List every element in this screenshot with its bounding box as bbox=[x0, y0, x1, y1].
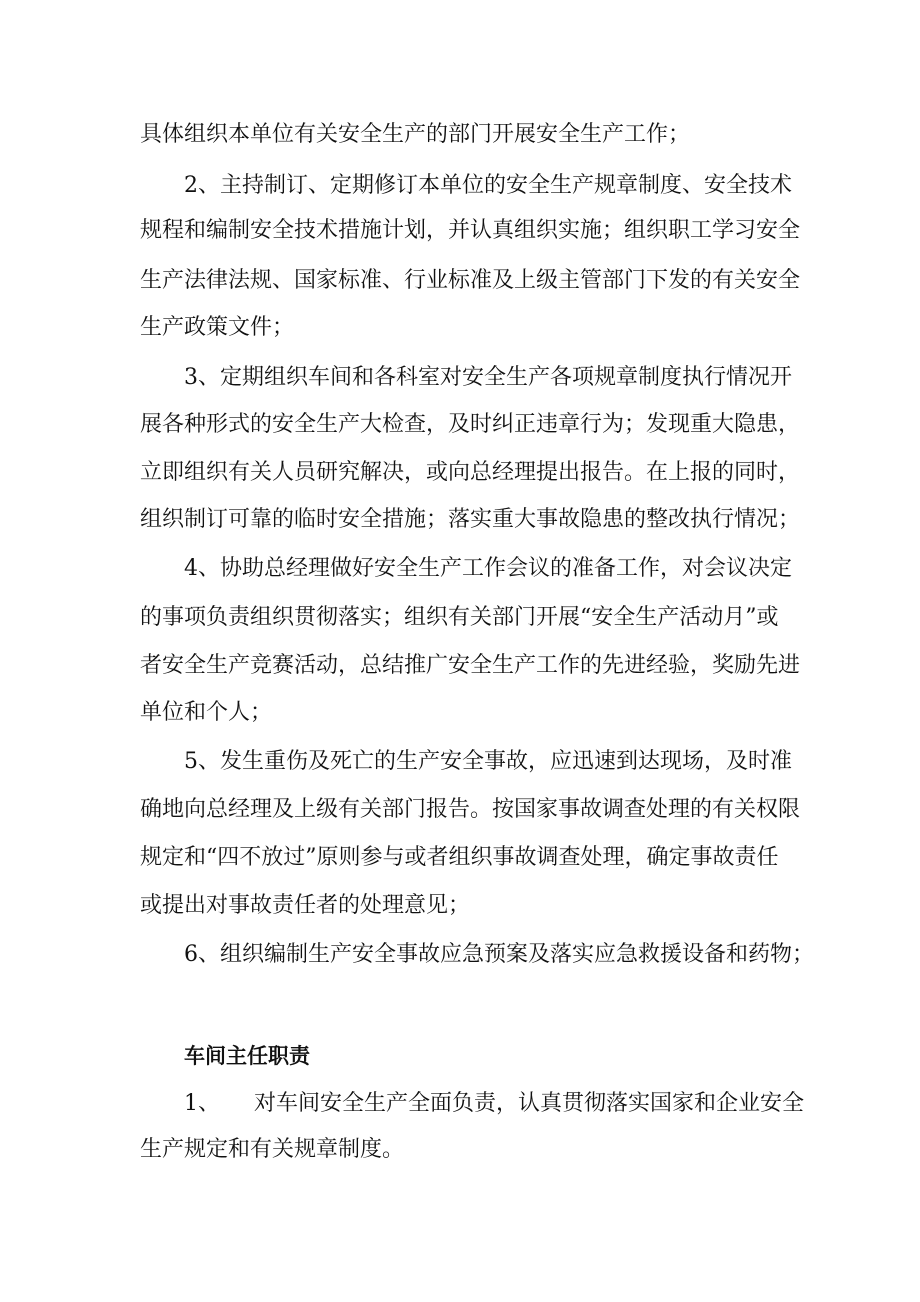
paragraph-line: 4、协助总经理做好安全生产工作会议的准备工作，对会议决定 bbox=[184, 556, 792, 581]
paragraph-line: 确地向总经理及上级有关部门报告。按国家事故调查处理的有关权限 bbox=[140, 797, 801, 822]
paragraph-line: 6、组织编制生产安全事故应急预案及落实应急救援设备和药物； bbox=[184, 942, 814, 967]
paragraph-line: 生产法律法规、国家标准、行业标准及上级主管部门下发的有关安全 bbox=[140, 268, 801, 293]
paragraph-line: 具体组织本单位有关安全生产的部门开展安全生产工作； bbox=[140, 122, 691, 147]
paragraph-line: 立即组织有关人员研究解决，或向总经理提出报告。在上报的同时， bbox=[140, 460, 801, 485]
paragraph-line: 的事项负责组织贯彻落实；组织有关部门开展“安全生产活动月”或 bbox=[140, 605, 779, 630]
paragraph-line: 组织制订可靠的临时安全措施；落实重大事故隐患的整改执行情况； bbox=[140, 507, 801, 532]
paragraph-line: 规程和编制安全技术措施计划，并认真组织实施；组织职工学习安全 bbox=[140, 218, 801, 243]
list-item bbox=[184, 1089, 804, 1119]
section-heading: 车间主任职责 bbox=[184, 1044, 310, 1068]
list-item-text: 对车间安全生产全面负责，认真贯彻落实国家和企业安全 bbox=[254, 1091, 805, 1116]
paragraph-line: 3、定期组织车间和各科室对安全生产各项规章制度执行情况开 bbox=[184, 365, 792, 390]
paragraph-line: 者安全生产竞赛活动，总结推广安全生产工作的先进经验，奖励先进 bbox=[140, 653, 801, 678]
paragraph-line: 单位和个人； bbox=[140, 700, 273, 725]
list-item-number: 1、 bbox=[184, 1091, 220, 1116]
paragraph-line: 展各种形式的安全生产大检查，及时纠正违章行为；发现重大隐患， bbox=[140, 412, 801, 437]
paragraph-line: 5、发生重伤及死亡的生产安全事故，应迅速到达现场，及时准 bbox=[184, 749, 792, 774]
paragraph-line: 生产规定和有关规章制度。 bbox=[140, 1137, 405, 1162]
paragraph-line: 规定和“四不放过”原则参与或者组织事故调查处理，确定事故责任 bbox=[140, 845, 779, 870]
paragraph-line: 2、主持制订、定期修订本单位的安全生产规章制度、安全技术 bbox=[184, 173, 792, 198]
paragraph-line: 或提出对事故责任者的处理意见； bbox=[140, 893, 471, 918]
paragraph-line: 生产政策文件； bbox=[140, 315, 295, 340]
